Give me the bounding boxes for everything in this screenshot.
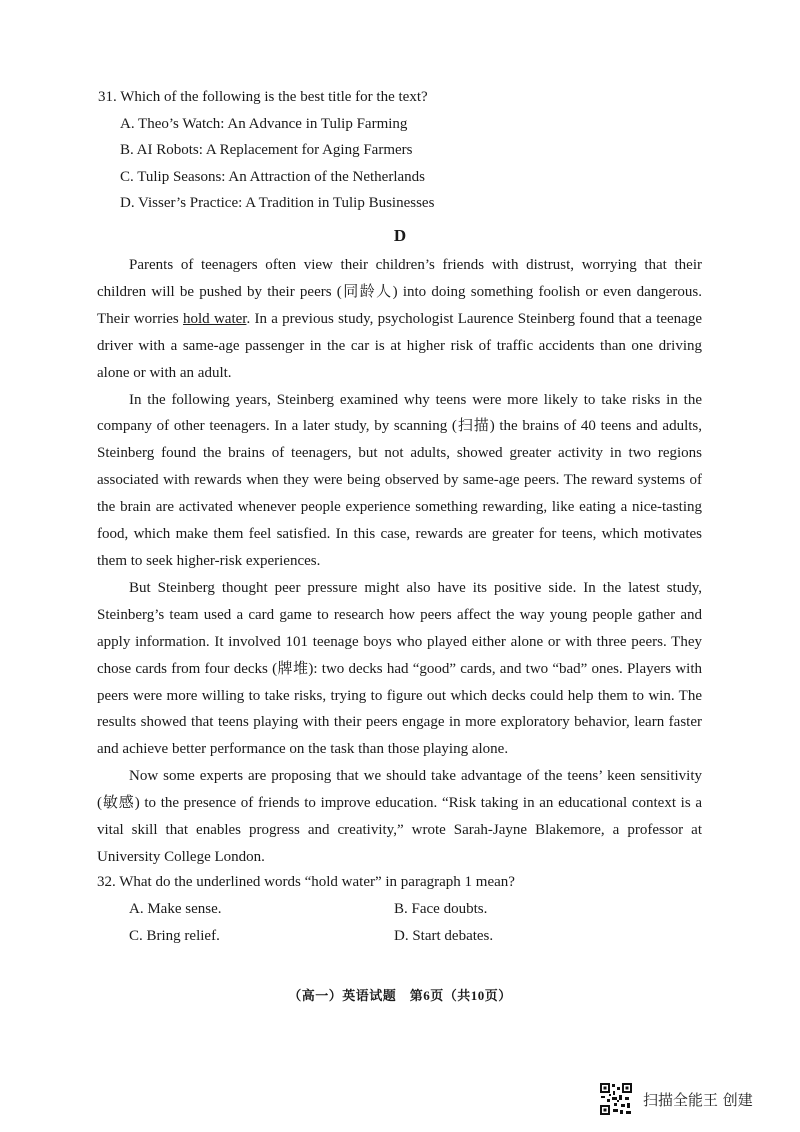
paragraph-1-start: Parents of teenagers often view their children’s friends with distrust, worrying that their children will be pushed by their peers (同龄人) into doing something foolish or even dangerous. Their worries xyxy=(97,257,702,327)
question-31 xyxy=(98,84,718,217)
question-32-options xyxy=(97,896,702,950)
scanner-watermark xyxy=(599,1082,753,1116)
paragraph-1 xyxy=(97,252,702,387)
question-31-option-d: D. Visser’s Practice: A Tradition in Tulip Businesses xyxy=(120,195,435,211)
question-32-option-d: D. Start debates. xyxy=(394,927,494,944)
question-32-option-c: C. Bring relief. xyxy=(129,927,220,944)
section-title: D xyxy=(393,226,407,245)
reading-passage xyxy=(97,252,702,871)
question-32-option-a: A. Make sense. xyxy=(129,900,222,917)
question-31-option-c: C. Tulip Seasons: An Attraction of the Netherlands xyxy=(120,168,425,185)
question-31-stem: 31. Which of the following is the best title for the text? xyxy=(98,89,428,105)
underlined-words: hold water xyxy=(183,310,247,327)
paragraph-4: Now some experts are proposing that we should take advantage of the teens’ keen sensitivity (敏感) to the presence of friends to improve education. “Risk taking in an educational context is a vital skill that enables progress and creativity,” wrote Sarah-Jayne Blakemore, a professor at University College London. xyxy=(97,768,702,865)
watermark-text: 扫描全能王 创建 xyxy=(643,1090,753,1109)
page-footer: （高一）英语试题 第6页（共10页） xyxy=(288,988,512,1003)
question-32-stem: 32. What do the underlined words “hold water” in paragraph 1 mean? xyxy=(97,874,515,890)
paragraph-2: In the following years, Steinberg examined why teens were more likely to take risks in the company of other teenagers. In a later study, by scanning (扫描) the brains of 40 teens and adults, Steinberg found the brains of teenagers, but not adults, showed greater activity in two regions associated with rewards when they were being observed by same-age peers. The reward systems of the brain are activated whenever people experience something rewarding, like eating a nice-tasting food, which make them feel satisfied. In this case, rewards are greater for teens, which motivates them to seek higher-risk experiences. xyxy=(97,391,702,569)
question-32 xyxy=(97,869,702,950)
question-31-option-a: A. Theo’s Watch: An Advance in Tulip Farming xyxy=(120,115,408,132)
question-31-option-b: B. AI Robots: A Replacement for Aging Farmers xyxy=(120,142,413,158)
paragraph-1-end: . In a previous study, psychologist Laurence Steinberg found that a teenage driver with a same-age passenger in the car is at higher risk of traffic accidents than one driving alone or with an adult. xyxy=(97,310,702,381)
question-32-option-b: B. Face doubts. xyxy=(394,900,488,917)
qr-code-icon xyxy=(599,1082,633,1116)
paragraph-3: But Steinberg thought peer pressure might also have its positive side. In the latest study, Steinberg’s team used a card game to research how peers affect the way young people gather and apply information. It involved 101 teenage boys who played either alone or with three peers. They chose cards from four decks (牌堆): two decks had “good” cards, and two “bad” ones. Players with peers were more willing to take risks, trying to figure out which decks could help them to win. The results showed that teens playing with their peers engage in more exploratory behavior, learn faster and achieve better performance on the task than those playing alone. xyxy=(97,579,702,758)
